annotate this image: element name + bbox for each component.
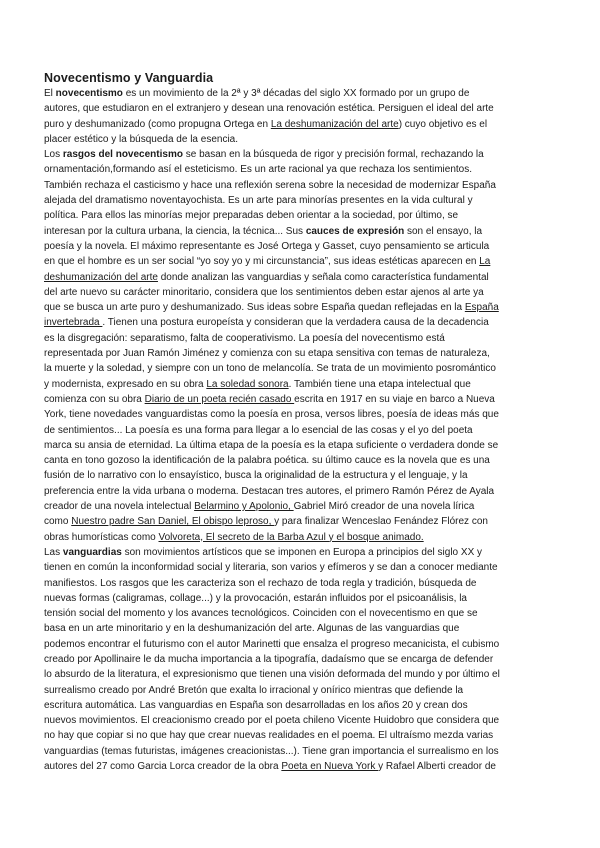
text-run: alejada del dramatismo noventayochista. Es un arte para minorías presentes en la vida cultural y bbox=[44, 195, 473, 207]
text-run: nuevas formas (caligramas, collage...) y la provocación, estarán influidos por el psicoanálisis, la bbox=[44, 592, 467, 604]
text-line bbox=[44, 254, 556, 269]
text-run: Las bbox=[44, 546, 63, 558]
text-line bbox=[44, 514, 556, 529]
text-run: interesan por la cultura urbana, la ciencia, la técnica... Sus bbox=[44, 225, 306, 237]
text-line bbox=[44, 621, 556, 636]
text-run: que se busca un arte puro y deshumanizado. Sus ideas sobre España quedan reflejadas en la bbox=[44, 302, 465, 314]
text-run: son el ensayo, la bbox=[404, 225, 483, 237]
text-run: obras humorísticas como bbox=[44, 531, 159, 543]
text-run: escritura automática. Las vanguardias en España son desarrolladas en los años 20 y crean dos bbox=[44, 699, 468, 711]
text-run: surrealismo creado por André Bretón que exalta lo irracional y onírico mientras que defiende la bbox=[44, 684, 464, 696]
text-run: la muerte y la soledad, y siempre con un tono de melancolía. Se trata de un movimiento posromántico bbox=[44, 363, 496, 375]
underlined-work-title: Diario de un poeta recién casado bbox=[144, 393, 295, 405]
text-line bbox=[44, 147, 556, 162]
text-run: y Rafael Alberti creador de bbox=[378, 761, 496, 773]
text-run: creador de una novela intelectual bbox=[44, 501, 195, 513]
text-line bbox=[44, 591, 556, 606]
underlined-work-title: Volvoreta, El secreto de la Barba Azul y el bosque animado. bbox=[158, 531, 424, 543]
text-run: ) cuyo objetivo es el bbox=[398, 118, 488, 130]
underlined-work-title: Belarmino y Apolonio, bbox=[194, 501, 294, 513]
text-line bbox=[44, 652, 556, 667]
text-run: ornamentación,formando así el esteticismo. Es un arte racional ya que rechaza los sentimientos. bbox=[44, 164, 472, 176]
underlined-work-title: España bbox=[464, 302, 499, 314]
text-run: También rechaza el casticismo y hace una reflexión serena sobre la necesidad de modernizar España bbox=[44, 179, 496, 191]
text-line bbox=[44, 86, 556, 101]
text-run: . Tienen una postura europeísta y consideran que la verdadera causa de la decadencia bbox=[102, 317, 489, 329]
text-line bbox=[44, 224, 556, 239]
text-run: autores, que estudiaron en el extranjero y desean una renovación estética. Persiguen el ideal del arte bbox=[44, 103, 494, 115]
text-line bbox=[44, 713, 556, 728]
text-line bbox=[44, 438, 556, 453]
text-line bbox=[44, 331, 556, 346]
text-line bbox=[44, 744, 556, 759]
text-run: nuevos movimientos. El creacionismo creado por el poeta chileno Vicente Huidobro que considera que bbox=[44, 715, 500, 727]
text-run: donde analizan las vanguardias y señala como característica fundamental bbox=[157, 271, 489, 283]
text-run: y para finalizar Wenceslao Fenández Flórez con bbox=[274, 516, 488, 528]
text-run: de sentimientos... La poesía es una forma para llegar a lo esencial de las cosas y el yo del poeta bbox=[44, 424, 473, 436]
text-run: es un movimiento de la 2ª y 3ª décadas del siglo XX formado por un grupo de bbox=[122, 88, 470, 99]
text-run: en que el hombre es un ser social “yo soy yo y mi circunstancia”, sus ideas estéticas aparecen en bbox=[44, 256, 480, 268]
bold-term: rasgos del novecentismo bbox=[62, 149, 183, 161]
text-line bbox=[44, 101, 556, 116]
text-run: basa en un arte minoritario y en la deshumanización del arte. Algunas de las vanguardias que bbox=[44, 623, 460, 635]
text-run: autores del 27 como Garcia Lorca creador de la obra bbox=[44, 761, 282, 773]
document-body bbox=[44, 86, 556, 774]
text-line bbox=[44, 423, 556, 438]
text-run: es la disgregación: separatismo, falta de cooperativismo. La poesía del novecentismo está bbox=[44, 332, 445, 344]
text-run: no hay que copiar si no que hay que crear nuevas realidades en el poema. El ultraísmo mezda varias bbox=[44, 730, 494, 742]
text-line bbox=[44, 132, 556, 147]
text-run: tienen en común la inconformidad social y literaria, son varios y efímeros y se dan a conocer mediante bbox=[44, 562, 498, 574]
text-run: vanguardias (temas futuristas, imágenes creacionistas...). Tiene gran importancia el surrealismo en los bbox=[44, 745, 499, 757]
text-run: preferencia entre la vida urbana o moderna. Destacan tres autores, el primero Ramón Pérez de Ayala bbox=[44, 485, 495, 497]
bold-term: cauces de expresión bbox=[305, 225, 405, 237]
text-run: tensión social del momento y los avances tecnológicos. Coinciden con el novecentismo en que se bbox=[44, 608, 478, 620]
text-line bbox=[44, 499, 556, 514]
text-run: canta en tono gozoso la identificación de la palabra poética. su último cauce es la novela que es una bbox=[44, 455, 490, 467]
text-line bbox=[44, 208, 556, 223]
text-run: El bbox=[44, 88, 56, 99]
text-line bbox=[44, 377, 556, 392]
text-line bbox=[44, 728, 556, 743]
text-line bbox=[44, 407, 556, 422]
text-run: puro y deshumanizado (como propugna Ortega en bbox=[44, 118, 271, 130]
text-run: política. Para ellos las minorías mejor preparadas deben orientar a la sociedad, por último, se bbox=[44, 210, 459, 222]
bold-term: novecentismo bbox=[55, 88, 123, 99]
underlined-work-title: deshumanización del arte bbox=[44, 271, 158, 283]
text-run: poesía y la novela. El máximo representante es José Ortega y Gasset, cuyo pensamiento se articula bbox=[44, 240, 490, 252]
text-line bbox=[44, 285, 556, 300]
text-run: como bbox=[44, 516, 72, 528]
text-run: y modernista, expresado en su obra bbox=[44, 378, 207, 390]
text-run: Los bbox=[44, 149, 63, 161]
text-line bbox=[44, 117, 556, 132]
text-line bbox=[44, 637, 556, 652]
underlined-work-title: La deshumanización del arte bbox=[270, 118, 399, 130]
text-line bbox=[44, 361, 556, 376]
text-run: lo absurdo de la literatura, el expresionismo que tienen una visión deformada del mundo y por último el bbox=[44, 669, 500, 681]
underlined-work-title: Poeta en Nueva York bbox=[281, 761, 379, 773]
text-run: son movimientos artísticos que se imponen en Europa a principios del siglo XX y bbox=[121, 546, 483, 558]
text-run: se basan en la búsqueda de rigor y precisión formal, rechazando la bbox=[182, 149, 484, 161]
text-line bbox=[44, 453, 556, 468]
underlined-work-title: Nuestro padre San Daniel, El obispo leproso, bbox=[71, 516, 275, 528]
text-line bbox=[44, 346, 556, 361]
text-line bbox=[44, 300, 556, 315]
underlined-work-title: La soledad sonora bbox=[206, 378, 289, 390]
text-line bbox=[44, 270, 556, 285]
text-line bbox=[44, 683, 556, 698]
text-line bbox=[44, 178, 556, 193]
bold-term: vanguardias bbox=[62, 546, 122, 558]
text-line bbox=[44, 239, 556, 254]
text-line bbox=[44, 667, 556, 682]
document-title: Novecentismo y Vanguardia bbox=[44, 71, 214, 85]
text-line bbox=[44, 484, 556, 499]
text-line bbox=[44, 560, 556, 575]
text-run: escrita en 1917 en su viaje en barco a Nueva bbox=[294, 393, 495, 405]
text-run: creado por Apollinaire le da mucha importancia a la tipografía, dadaísmo que se encarga de defender bbox=[44, 653, 494, 665]
text-run: marca su ansia de eternidad. La última etapa de la poesía es la etapa suficiente o verdadera donde se bbox=[44, 439, 499, 451]
text-run: podemos encontrar el futurismo con el autor Marinetti que ensalza el progreso mecanicista, el cubismo bbox=[44, 638, 500, 650]
text-run: representada por Juan Ramón Jiménez y comienza con su etapa sensitiva con temas de naturaleza, bbox=[44, 348, 490, 360]
text-line bbox=[44, 193, 556, 208]
text-line bbox=[44, 545, 556, 560]
text-run: fusión de lo narrativo con lo ensayístico, busca la originalidad de la estructura y el lenguaje, y la bbox=[44, 470, 468, 482]
text-run: Gabriel Miró creador de una novela lírica bbox=[293, 501, 475, 513]
text-line bbox=[44, 698, 556, 713]
text-run: manifiestos. Los rasgos que les caracteriza son el rechazo de toda regla y tradición, búsqueda de bbox=[44, 577, 477, 589]
text-run: placer estético y la búsqueda de la esencia. bbox=[44, 133, 239, 145]
text-line bbox=[44, 576, 556, 591]
text-run: del arte nuevo su carácter minoritario, considera que los sentimientos deben estar ajenos al arte ya bbox=[44, 286, 484, 298]
text-line bbox=[44, 392, 556, 407]
text-line bbox=[44, 468, 556, 483]
text-run: York, tiene novedades vanguardistas como la poesía en prosa, versos libres, poesía de ideas más que bbox=[44, 409, 499, 421]
text-line bbox=[44, 759, 556, 774]
text-run: comienza con su obra bbox=[44, 393, 145, 405]
text-line bbox=[44, 530, 556, 545]
text-line bbox=[44, 162, 556, 177]
text-line bbox=[44, 315, 556, 330]
underlined-work-title: La bbox=[479, 256, 491, 268]
text-line bbox=[44, 606, 556, 621]
underlined-work-title: invertebrada bbox=[44, 317, 103, 329]
text-run: . También tiene una etapa intelectual que bbox=[288, 378, 471, 390]
